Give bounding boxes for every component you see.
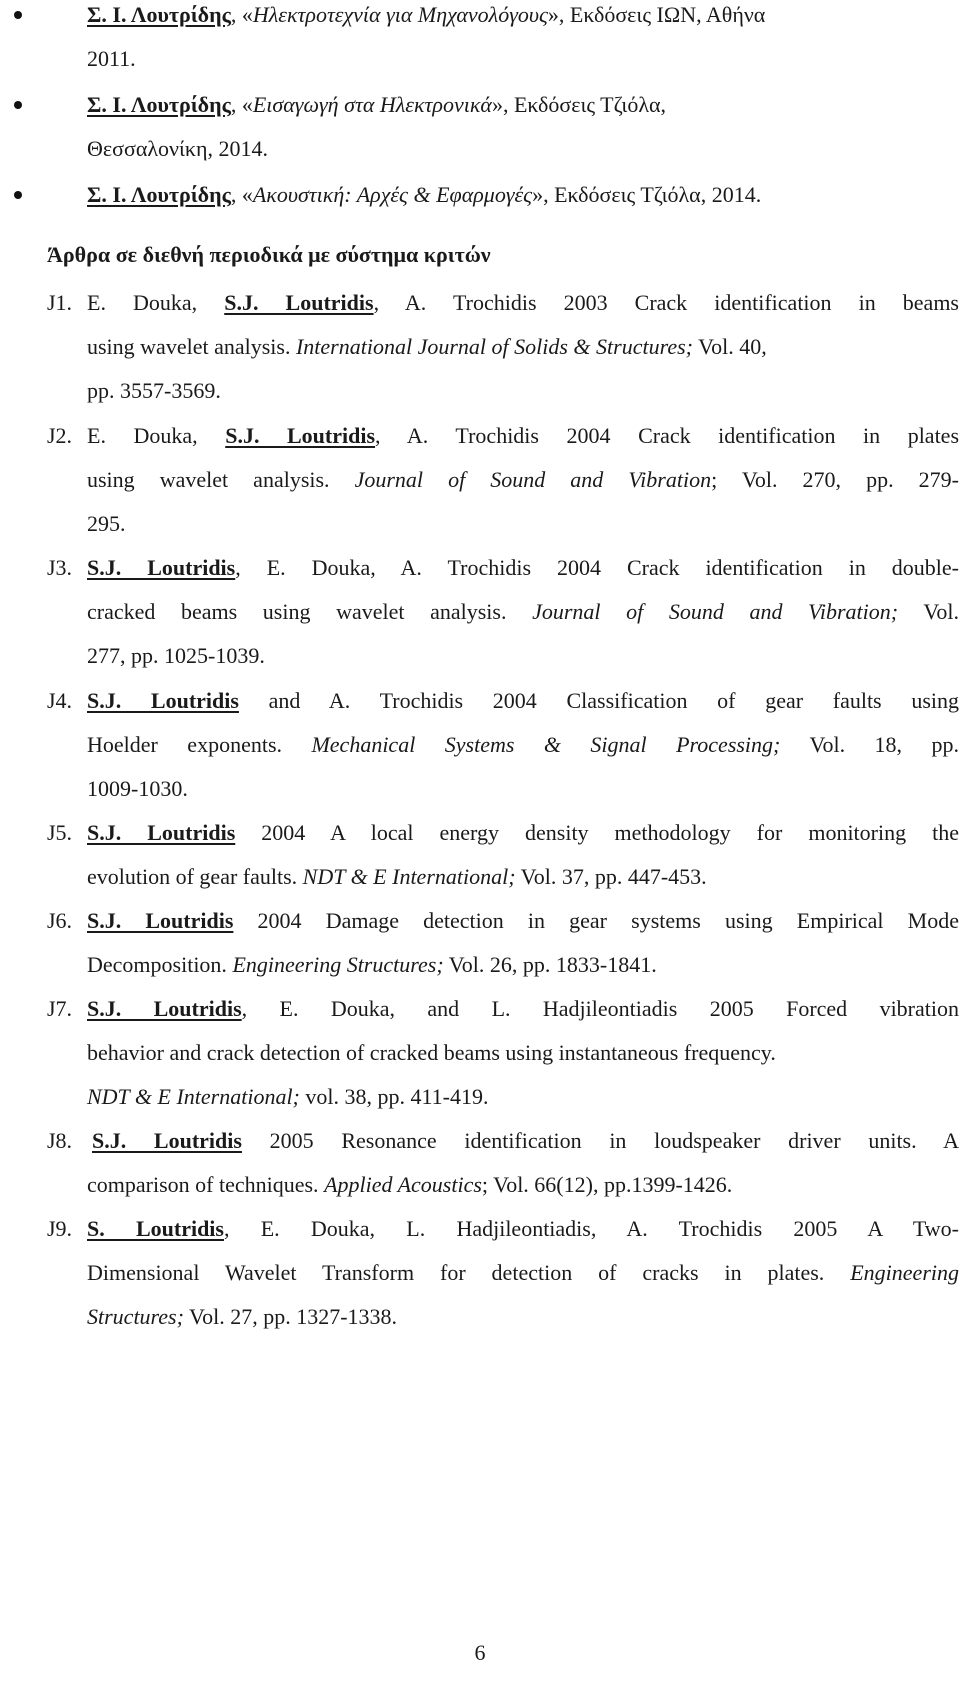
bullet-icon [14,191,22,199]
article-number: J5. [47,820,73,845]
highlighted-author: S. Loutridis [87,1216,224,1241]
journal-name: NDT & E International; [87,1084,300,1109]
highlighted-author: S.J. Loutridis [224,290,374,315]
book-title: Ακουστική: Αρχές & Εφαρμογές [252,182,533,207]
article-number: J2. [47,423,73,448]
article-number: J8. [47,1128,73,1153]
highlighted-author: S.J. Loutridis [87,688,239,713]
article-number: J1. [47,290,73,315]
journal-name: Journal of Sound and Vibration; [532,599,899,624]
journal-name: NDT & E International; [302,864,516,889]
book-title: Εισαγωγή στα Ηλεκτρονικά [252,92,492,117]
journal-name: Journal of Sound and Vibration [354,467,712,492]
highlighted-author: S.J. Loutridis [225,423,376,448]
article-number: J9. [47,1216,73,1241]
bullet-icon [14,101,22,109]
highlighted-author: S.J. Loutridis [87,908,234,933]
highlighted-author: S.J. Loutridis [92,1128,242,1153]
book-author: Σ. Ι. Λουτρίδης [87,2,231,27]
page-number: 6 [474,1640,486,1665]
journal-name: Engineering [850,1260,959,1285]
highlighted-author: S.J. Loutridis [87,820,236,845]
book-author: Σ. Ι. Λουτρίδης [87,182,231,207]
article-number: J7. [47,996,73,1021]
journal-name: Mechanical Systems & Signal Processing; [311,732,781,757]
article-number: J6. [47,908,73,933]
journal-name: Structures; [87,1304,184,1329]
article-number: J3. [47,555,73,580]
book-line-2: 2011. [87,46,136,71]
bullet-icon [14,11,22,19]
journal-name: Engineering Structures; [232,952,444,977]
highlighted-author: S.J. Loutridis [87,555,236,580]
book-author: Σ. Ι. Λουτρίδης [87,92,231,117]
journal-name: International Journal of Solids & Structures; [295,334,693,359]
book-title: Ηλεκτροτεχνία για Μηχανολόγους [252,2,548,27]
highlighted-author: S.J. Loutridis [87,996,242,1021]
journal-name: Applied Acoustics [324,1172,482,1197]
article-number: J4. [47,688,73,713]
book-line-2: Θεσσαλονίκη, 2014. [87,136,268,161]
section-title: Άρθρα σε διεθνή περιοδικά με σύστημα κριτών [47,242,491,267]
